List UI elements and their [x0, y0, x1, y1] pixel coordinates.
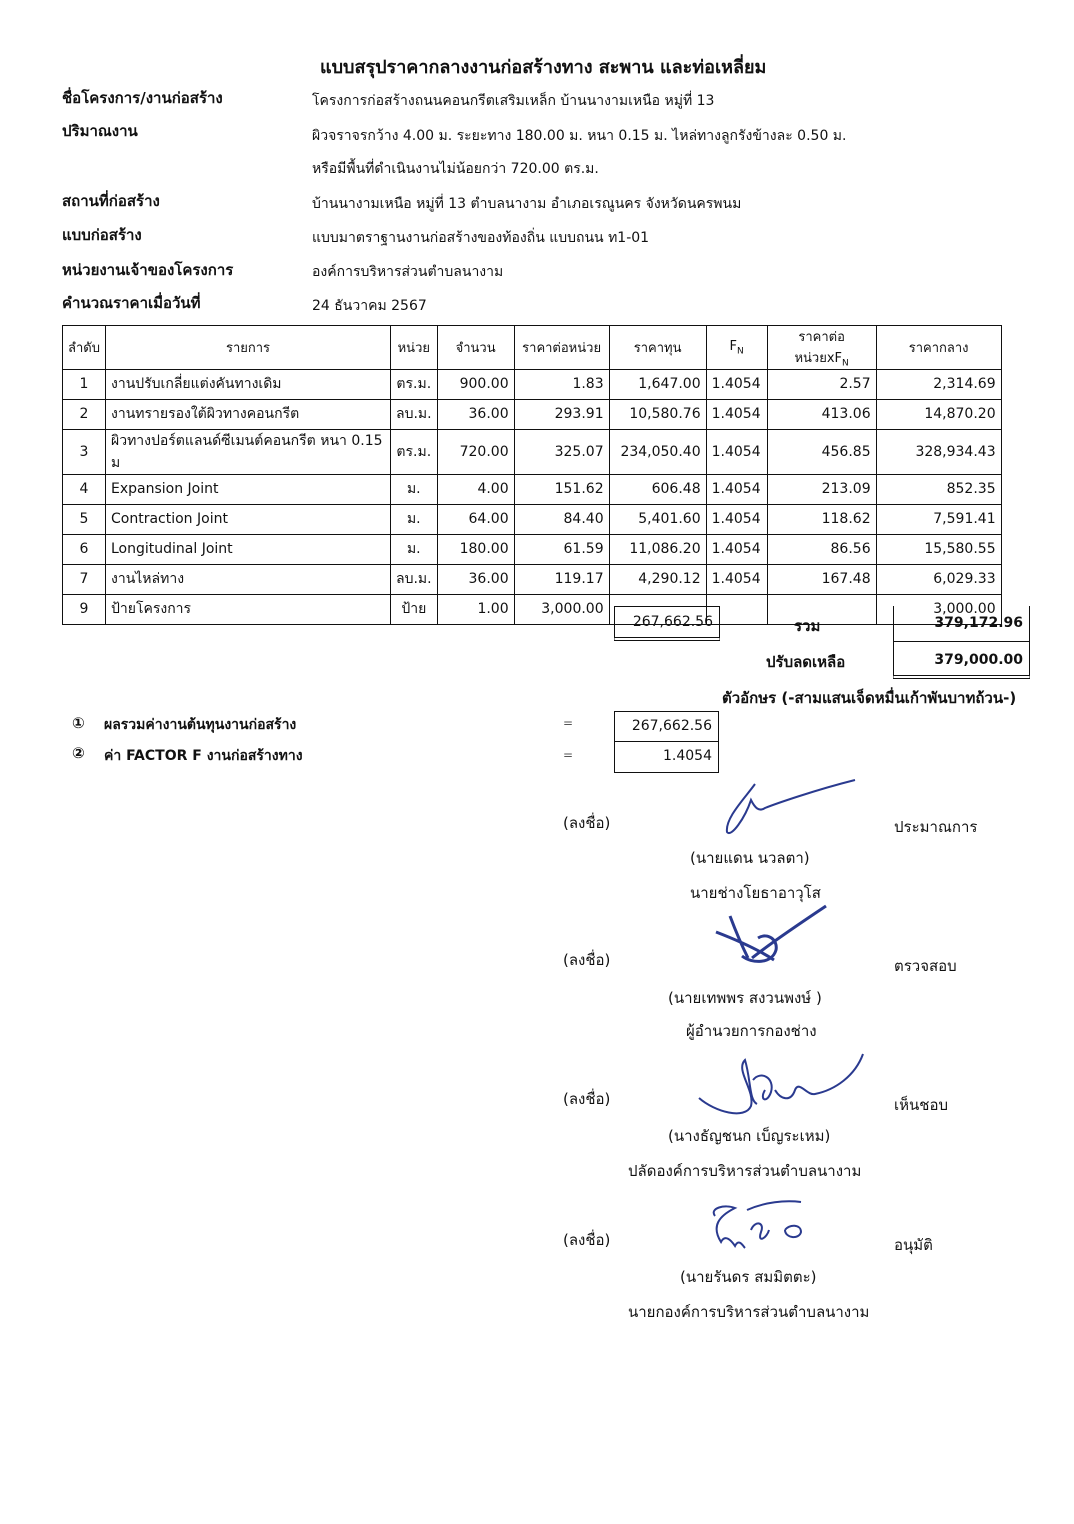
- cell-unit: ตร.ม.: [391, 429, 438, 474]
- col-header-fn: [706, 326, 767, 370]
- table-row: [63, 399, 1002, 429]
- cell-unit-price-fn: 118.62: [767, 504, 876, 534]
- cell-fn: 1.4054: [706, 399, 767, 429]
- cell-fn: 1.4054: [706, 369, 767, 399]
- signer-position-3: ปลัดองค์การบริหารส่วนตำบลนางาม: [628, 1162, 862, 1180]
- col-header-unit-price-fn: [767, 326, 876, 370]
- design-label: แบบก่อสร้าง: [62, 226, 142, 244]
- signer-position-1: นายช่างโยธาอาวุโส: [690, 884, 821, 902]
- table-row: [63, 594, 1002, 624]
- summary-marker-1: ①: [72, 714, 85, 732]
- cell-no: 4: [63, 474, 106, 504]
- cell-unit-price: 151.62: [514, 474, 609, 504]
- cell-qty: 36.00: [437, 399, 514, 429]
- cell-unit-price: 61.59: [514, 534, 609, 564]
- signature-3-icon: [695, 1050, 875, 1125]
- signer-position-4: นายกองค์การบริหารส่วนตำบลนางาม: [628, 1303, 870, 1321]
- col-header-qty: จำนวน: [437, 326, 514, 370]
- cell-qty: 36.00: [437, 564, 514, 594]
- price-table: [62, 325, 1002, 625]
- cell-unit: ลบ.ม.: [391, 399, 438, 429]
- cell-no: 7: [63, 564, 106, 594]
- cell-unit-price: 119.17: [514, 564, 609, 594]
- cell-unit-price: 3,000.00: [514, 594, 609, 624]
- cell-fn: 1.4054: [706, 564, 767, 594]
- table-row: [63, 504, 1002, 534]
- table-row: [63, 564, 1002, 594]
- table-row: [63, 369, 1002, 399]
- col-header-unit: หน่วย: [391, 326, 438, 370]
- cell-cost: 5,401.60: [609, 504, 706, 534]
- cell-unit: ป้าย: [391, 594, 438, 624]
- cell-median-price: 7,591.41: [876, 504, 1001, 534]
- calc-date-label: คำนวณราคาเมื่อวันที่: [62, 294, 201, 312]
- cell-unit-price-fn: 213.09: [767, 474, 876, 504]
- fn-subscript: N: [842, 358, 849, 369]
- calc-date-value: 24 ธันวาคม 2567: [312, 298, 427, 314]
- amount-in-words: ตัวอักษร (-สามแสนเจ็ดหมื่นเก้าพันบาทถ้วน-): [722, 689, 1017, 707]
- cell-unit-price: 293.91: [514, 399, 609, 429]
- cell-median-price: 3,000.00: [876, 594, 1001, 624]
- cell-median-price: 2,314.69: [876, 369, 1001, 399]
- cell-unit-price-fn: 413.06: [767, 399, 876, 429]
- col-header-cost: ราคาทุน: [609, 326, 706, 370]
- cell-median-price: 328,934.43: [876, 429, 1001, 474]
- cell-unit: ตร.ม.: [391, 369, 438, 399]
- cell-unit: ม.: [391, 534, 438, 564]
- col-header-no: ลำดับ: [63, 326, 106, 370]
- fn-label: F: [729, 338, 737, 354]
- cell-fn: 1.4054: [706, 504, 767, 534]
- cell-unit-price-fn: 456.85: [767, 429, 876, 474]
- cell-qty: 720.00: [437, 429, 514, 474]
- sign-label-4: (ลงชื่อ): [563, 1231, 611, 1249]
- signature-4-icon: [705, 1200, 815, 1255]
- cell-item: งานปรับเกลี่ยแต่งคันทางเดิม: [106, 369, 391, 399]
- cell-no: 1: [63, 369, 106, 399]
- quantity-value: ผิวจราจรกว้าง 4.00 ม. ระยะทาง 180.00 ม. หนา 0.15 ม. ไหล่ทางลูกรังข้างละ 0.50 ม.: [312, 128, 847, 144]
- total-label: รวม: [794, 617, 821, 635]
- signature-2-icon: [712, 902, 832, 972]
- cell-item: Expansion Joint: [106, 474, 391, 504]
- cell-no: 3: [63, 429, 106, 474]
- summary-label-cost-total: ผลรวมค่างานต้นทุนงานก่อสร้าง: [104, 717, 297, 733]
- location-value: บ้านนางามเหนือ หมู่ที่ 13 ตำบลนางาม อำเภอเรณูนคร จังหวัดนครพนม: [312, 196, 742, 212]
- cell-unit-price-fn: [767, 594, 876, 624]
- signer-name-3: (นางธัญชนก เบ็ญระเหม): [668, 1127, 831, 1145]
- sign-label-1: (ลงชื่อ): [563, 814, 611, 832]
- cell-unit-price: 325.07: [514, 429, 609, 474]
- cell-fn: 1.4054: [706, 474, 767, 504]
- cell-no: 9: [63, 594, 106, 624]
- col-header-median-price: ราคากลาง: [876, 326, 1001, 370]
- unit-price-fn-label: ราคาต่อหน่วยxF: [794, 330, 845, 366]
- summary-eq-2: =: [563, 748, 574, 762]
- cell-qty: 900.00: [437, 369, 514, 399]
- signer-name-4: (นายรันดร สมมิตตะ): [680, 1268, 817, 1286]
- cell-unit: ลบ.ม.: [391, 564, 438, 594]
- summary-label-factor: ค่า FACTOR F งานก่อสร้างทาง: [104, 748, 303, 764]
- cell-cost: 4,290.12: [609, 564, 706, 594]
- owner-agency-value: องค์การบริหารส่วนตำบลนางาม: [312, 264, 504, 280]
- cell-cost: 11,086.20: [609, 534, 706, 564]
- cell-no: 5: [63, 504, 106, 534]
- cell-fn: 1.4054: [706, 429, 767, 474]
- table-row: [63, 534, 1002, 564]
- owner-agency-label: หน่วยงานเจ้าของโครงการ: [62, 261, 234, 279]
- cell-unit-price-fn: 2.57: [767, 369, 876, 399]
- table-row: [63, 474, 1002, 504]
- cell-median-price: 14,870.20: [876, 399, 1001, 429]
- cell-unit: ม.: [391, 504, 438, 534]
- quantity-label: ปริมาณงาน: [62, 122, 138, 140]
- cell-item: ป้ายโครงการ: [106, 594, 391, 624]
- col-header-item: รายการ: [106, 326, 391, 370]
- total-value-cell: 379,172.96: [893, 606, 1030, 642]
- signer-name-1: (นายแดน นวลตา): [690, 849, 810, 867]
- sign-label-3: (ลงชื่อ): [563, 1090, 611, 1108]
- cell-cost: 234,050.40: [609, 429, 706, 474]
- cell-qty: 180.00: [437, 534, 514, 564]
- cell-item: งานไหล่ทาง: [106, 564, 391, 594]
- cell-unit-price-fn: 86.56: [767, 534, 876, 564]
- cell-qty: 1.00: [437, 594, 514, 624]
- rounded-label: ปรับลดเหลือ: [766, 653, 846, 671]
- project-name-label: ชื่อโครงการ/งานก่อสร้าง: [62, 89, 223, 107]
- cell-unit-price: 1.83: [514, 369, 609, 399]
- cell-cost: 1,647.00: [609, 369, 706, 399]
- design-value: แบบมาตราฐานงานก่อสร้างของท้องถิ่น แบบถนน ท1-01: [312, 230, 650, 246]
- quantity-value-line2: หรือมีพื้นที่ดำเนินงานไม่น้อยกว่า 720.00 ตร.ม.: [312, 161, 599, 177]
- summary-value-cost-total: 267,662.56: [614, 711, 719, 742]
- fn-subscript: N: [736, 346, 744, 357]
- cell-item: ผิวทางปอร์ตแลนด์ซีเมนต์คอนกรีต หนา 0.15 ม: [106, 429, 391, 474]
- summary-eq-1: =: [563, 716, 574, 730]
- rounded-value-cell: 379,000.00: [893, 641, 1030, 679]
- summary-marker-2: ②: [72, 744, 85, 762]
- cell-fn: 1.4054: [706, 534, 767, 564]
- cell-no: 2: [63, 399, 106, 429]
- cell-cost: 606.48: [609, 474, 706, 504]
- sign-role-2: ตรวจสอบ: [894, 957, 957, 975]
- cell-item: Contraction Joint: [106, 504, 391, 534]
- sign-role-4: อนุมัติ: [894, 1236, 933, 1254]
- sign-role-3: เห็นชอบ: [894, 1096, 948, 1114]
- cell-median-price: 15,580.55: [876, 534, 1001, 564]
- cell-unit-price: 84.40: [514, 504, 609, 534]
- table-header-row: [63, 326, 1002, 370]
- signer-name-2: (นายเทพพร สงวนพงษ์ ): [668, 989, 822, 1007]
- document-title: แบบสรุปราคากลางงานก่อสร้างทาง สะพาน และท่อเหลี่ยม: [320, 57, 767, 78]
- signature-1-icon: [715, 778, 865, 838]
- cell-qty: 64.00: [437, 504, 514, 534]
- cell-item: Longitudinal Joint: [106, 534, 391, 564]
- cost-total-cell: 267,662.56: [614, 606, 720, 641]
- cell-median-price: 852.35: [876, 474, 1001, 504]
- cell-no: 6: [63, 534, 106, 564]
- table-row: [63, 429, 1002, 474]
- cell-cost: 10,580.76: [609, 399, 706, 429]
- cell-median-price: 6,029.33: [876, 564, 1001, 594]
- project-name-value: โครงการก่อสร้างถนนคอนกรีตเสริมเหล็ก บ้านนางามเหนือ หมู่ที่ 13: [312, 93, 715, 109]
- cell-unit-price-fn: 167.48: [767, 564, 876, 594]
- cell-unit: ม.: [391, 474, 438, 504]
- summary-value-factor: 1.4054: [614, 741, 719, 773]
- col-header-unit-price: ราคาต่อหน่วย: [514, 326, 609, 370]
- sign-role-1: ประมาณการ: [894, 818, 978, 836]
- cell-item: งานทรายรองใต้ผิวทางคอนกรีต: [106, 399, 391, 429]
- sign-label-2: (ลงชื่อ): [563, 951, 611, 969]
- cell-qty: 4.00: [437, 474, 514, 504]
- signer-position-2: ผู้อำนวยการกองช่าง: [686, 1022, 817, 1040]
- location-label: สถานที่ก่อสร้าง: [62, 192, 160, 210]
